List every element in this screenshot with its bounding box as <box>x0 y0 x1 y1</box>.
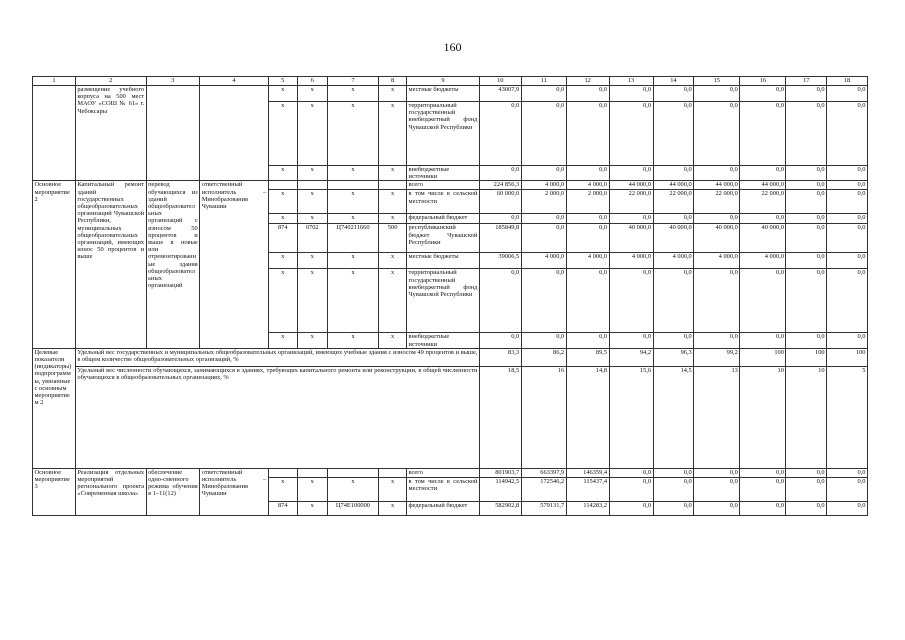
amount-cell: 0,0 <box>479 269 521 333</box>
code-cell: x <box>379 253 407 269</box>
amount-cell: 4 000,0 <box>740 253 786 269</box>
column-number: 5 <box>268 77 297 86</box>
indicator-value: 15,6 <box>609 366 653 468</box>
budget-table <box>32 76 868 516</box>
code-cell <box>379 468 407 477</box>
code-cell: 500 <box>379 224 407 253</box>
amount-cell: 0,0 <box>694 333 740 348</box>
amount-cell: 0,0 <box>827 269 868 333</box>
amount-cell: 22 000,0 <box>694 190 740 214</box>
amount-cell: 0,0 <box>786 269 827 333</box>
indicator-value: 100 <box>786 348 827 366</box>
column-number: 4 <box>200 77 269 86</box>
amount-cell: 0,0 <box>609 333 653 348</box>
code-cell: 874 <box>268 501 297 515</box>
code-cell: x <box>327 102 378 166</box>
indicator-value: 13 <box>694 366 740 468</box>
amount-cell: 4 000,0 <box>694 253 740 269</box>
indicator-text: Удельный вес государственных и муниципальных общеобразовательных организаций, имеющих учебные здания с износом 49 процентов и выше, в общем количестве общеобразовательных организаций, % <box>75 348 479 366</box>
amount-cell: 0,0 <box>609 269 653 333</box>
code-cell: 874 <box>268 224 297 253</box>
indicator-value: 99,2 <box>694 348 740 366</box>
code-cell: x <box>268 102 297 166</box>
event-label <box>33 86 76 181</box>
code-cell: x <box>327 86 378 102</box>
code-cell <box>327 181 378 190</box>
amount-cell: 0,0 <box>694 468 740 477</box>
indicator-row <box>33 366 868 468</box>
event-goal: перевод обучающихся из зданий общеобразовательных организаций с износом 50 процентов и выше в новые или отремонтированные здания общеобразовательных организаций <box>146 181 200 348</box>
amount-cell: 40 000,0 <box>609 224 653 253</box>
indicator-value: 5 <box>827 366 868 468</box>
amount-cell: 0,0 <box>653 166 694 181</box>
responsible-executor: ответственный исполнитель – Минобразования Чувашии <box>200 468 269 515</box>
amount-cell: 0,0 <box>479 102 521 166</box>
amount-cell: 582902,8 <box>479 501 521 515</box>
amount-cell: 0,0 <box>653 477 694 501</box>
amount-cell: 0,0 <box>786 468 827 477</box>
indicator-value: 18,5 <box>479 366 521 468</box>
amount-cell: 0,0 <box>827 253 868 269</box>
code-cell: x <box>297 501 327 515</box>
amount-cell: 0,0 <box>566 86 609 102</box>
column-number: 15 <box>694 77 740 86</box>
amount-cell: 0,0 <box>786 181 827 190</box>
amount-cell: 0,0 <box>566 214 609 224</box>
amount-cell: 2 000,0 <box>566 190 609 214</box>
code-cell: x <box>297 166 327 181</box>
code-cell: x <box>297 333 327 348</box>
column-number: 14 <box>653 77 694 86</box>
table-row <box>33 86 868 102</box>
code-cell: x <box>327 269 378 333</box>
code-cell: x <box>327 477 378 501</box>
indicator-row <box>33 348 868 366</box>
amount-cell: 224 856,3 <box>479 181 521 190</box>
amount-cell: 0,0 <box>609 86 653 102</box>
amount-cell: 185849,8 <box>479 224 521 253</box>
column-number: 6 <box>297 77 327 86</box>
code-cell: x <box>268 269 297 333</box>
amount-cell: 39006,5 <box>479 253 521 269</box>
amount-cell: 0,0 <box>740 86 786 102</box>
amount-cell: 0,0 <box>694 269 740 333</box>
amount-cell: 0,0 <box>827 477 868 501</box>
indicator-value: 96,3 <box>653 348 694 366</box>
indicator-value: 100 <box>827 348 868 366</box>
responsible-executor: ответственный исполнитель – Минобразования Чувашии <box>200 181 269 348</box>
column-number: 17 <box>786 77 827 86</box>
amount-cell: 0,0 <box>694 102 740 166</box>
code-cell: x <box>327 190 378 214</box>
page-number: 160 <box>443 40 462 54</box>
amount-cell: 0,0 <box>786 253 827 269</box>
code-cell: x <box>268 253 297 269</box>
amount-cell: 60 000,0 <box>479 190 521 214</box>
amount-cell: 44 000,0 <box>609 181 653 190</box>
event-name: Реализация отдельных мероприятий регионального проекта «Современная школа» <box>75 468 146 515</box>
amount-cell: 0,0 <box>609 477 653 501</box>
event-goal <box>146 86 200 181</box>
amount-cell: 0,0 <box>786 477 827 501</box>
amount-cell: 0,0 <box>521 269 566 333</box>
amount-cell: 0,0 <box>479 333 521 348</box>
amount-cell: 22 000,0 <box>609 190 653 214</box>
amount-cell: 0,0 <box>609 102 653 166</box>
indicator-value: 94,2 <box>609 348 653 366</box>
code-cell <box>268 181 297 190</box>
event-goal: обеспечение одно-сменного режима обучения в 1–11(12) <box>146 468 200 515</box>
column-number: 18 <box>827 77 868 86</box>
table-row <box>33 181 868 190</box>
amount-cell: 4 000,0 <box>653 253 694 269</box>
code-cell: x <box>297 102 327 166</box>
indicators-label: Целевые показатели (индикаторы) подпрограммы, увязанные с основным мероприятием 2 <box>33 348 76 468</box>
amount-cell: 4 000,0 <box>566 253 609 269</box>
code-cell: x <box>379 477 407 501</box>
amount-cell: 663397,9 <box>521 468 566 477</box>
funding-source: всего <box>407 468 480 477</box>
column-number: 13 <box>609 77 653 86</box>
amount-cell: 0,0 <box>827 190 868 214</box>
amount-cell: 0,0 <box>479 166 521 181</box>
amount-cell: 0,0 <box>609 501 653 515</box>
code-cell: x <box>297 214 327 224</box>
event-label: Основное мероприятие 2 <box>33 181 76 348</box>
code-cell: x <box>379 333 407 348</box>
event-name: размещение учебного корпуса на 500 мест МАОУ «СОШ № 61» г. Чебоксары <box>75 86 146 181</box>
code-cell: x <box>297 269 327 333</box>
code-cell: x <box>379 166 407 181</box>
code-cell: x <box>297 190 327 214</box>
event-name: Капитальный ремонт зданий государственных общеобразовательных организаций Чувашской Республики, муниципальных общеобразовательных организаций, имеющих износ 50 процентов и выше <box>75 181 146 348</box>
amount-cell: 0,0 <box>566 269 609 333</box>
amount-cell: 0,0 <box>521 166 566 181</box>
amount-cell: 0,0 <box>653 269 694 333</box>
amount-cell: 172546,2 <box>521 477 566 501</box>
funding-source: внебюджетные источники <box>407 166 480 181</box>
code-cell: x <box>297 477 327 501</box>
amount-cell: 0,0 <box>653 501 694 515</box>
amount-cell: 0,0 <box>827 214 868 224</box>
amount-cell: 0,0 <box>694 214 740 224</box>
amount-cell: 43007,9 <box>479 86 521 102</box>
amount-cell: 0,0 <box>827 86 868 102</box>
amount-cell: 4 000,0 <box>521 253 566 269</box>
amount-cell: 0,0 <box>653 333 694 348</box>
amount-cell: 0,0 <box>827 166 868 181</box>
funding-source: внебюджетные источники <box>407 333 480 348</box>
amount-cell: 0,0 <box>786 190 827 214</box>
indicator-value: 83,3 <box>479 348 521 366</box>
amount-cell: 0,0 <box>827 102 868 166</box>
indicator-value: 16 <box>521 366 566 468</box>
code-cell: 0702 <box>297 224 327 253</box>
code-cell: x <box>379 102 407 166</box>
column-number: 1 <box>33 77 76 86</box>
amount-cell: 0,0 <box>786 166 827 181</box>
amount-cell: 801903,7 <box>479 468 521 477</box>
amount-cell: 0,0 <box>566 224 609 253</box>
amount-cell: 0,0 <box>566 166 609 181</box>
column-number: 11 <box>521 77 566 86</box>
column-number: 9 <box>407 77 480 86</box>
code-cell: x <box>379 269 407 333</box>
amount-cell: 4 000,0 <box>566 181 609 190</box>
amount-cell: 0,0 <box>786 224 827 253</box>
amount-cell: 0,0 <box>566 102 609 166</box>
responsible-executor <box>200 86 269 181</box>
indicator-text: Удельный вес численности обучающихся, занимающихся в зданиях, требующих капитального ремонта или реконструкции, в общей численности обучающихся в общеобразовательных организациях, % <box>75 366 479 468</box>
amount-cell: 44 000,0 <box>653 181 694 190</box>
amount-cell: 0,0 <box>740 333 786 348</box>
amount-cell: 40 000,0 <box>653 224 694 253</box>
amount-cell: 44 000,0 <box>694 181 740 190</box>
code-cell: x <box>327 166 378 181</box>
code-cell <box>268 468 297 477</box>
column-number: 10 <box>479 77 521 86</box>
amount-cell: 579131,7 <box>521 501 566 515</box>
amount-cell: 0,0 <box>827 333 868 348</box>
code-cell <box>379 181 407 190</box>
code-cell: x <box>379 501 407 515</box>
funding-source: территориальный государственный внебюджетный фонд Чувашской Республики <box>407 102 480 166</box>
amount-cell: 0,0 <box>740 501 786 515</box>
indicator-value: 10 <box>740 366 786 468</box>
code-cell: x <box>268 190 297 214</box>
code-cell: x <box>297 253 327 269</box>
amount-cell: 22 000,0 <box>653 190 694 214</box>
code-cell <box>297 468 327 477</box>
code-cell: x <box>268 86 297 102</box>
column-number: 12 <box>566 77 609 86</box>
amount-cell: 0,0 <box>740 214 786 224</box>
amount-cell: 0,0 <box>740 468 786 477</box>
amount-cell: 22 000,0 <box>740 190 786 214</box>
code-cell: x <box>379 190 407 214</box>
amount-cell: 0,0 <box>827 181 868 190</box>
funding-source: в том числе в сельской местности <box>407 190 480 214</box>
amount-cell: 0,0 <box>521 214 566 224</box>
amount-cell: 0,0 <box>786 501 827 515</box>
amount-cell: 0,0 <box>694 166 740 181</box>
event-label: Основное мероприятие 3 <box>33 468 76 515</box>
amount-cell: 0,0 <box>786 214 827 224</box>
column-number: 7 <box>327 77 378 86</box>
amount-cell: 0,0 <box>740 269 786 333</box>
amount-cell: 0,0 <box>653 86 694 102</box>
amount-cell: 0,0 <box>521 333 566 348</box>
funding-source: местные бюджеты <box>407 86 480 102</box>
amount-cell: 0,0 <box>827 501 868 515</box>
code-cell: Ц740211660 <box>327 224 378 253</box>
amount-cell: 0,0 <box>786 86 827 102</box>
amount-cell: 44 000,0 <box>740 181 786 190</box>
amount-cell: 0,0 <box>740 102 786 166</box>
amount-cell: 0,0 <box>786 102 827 166</box>
code-cell: x <box>268 333 297 348</box>
code-cell <box>327 468 378 477</box>
funding-source: всего <box>407 181 480 190</box>
amount-cell: 0,0 <box>694 477 740 501</box>
indicator-value: 100 <box>740 348 786 366</box>
column-number: 3 <box>146 77 200 86</box>
amount-cell: 114942,5 <box>479 477 521 501</box>
amount-cell: 0,0 <box>827 468 868 477</box>
code-cell: x <box>268 477 297 501</box>
funding-source: федеральный бюджет <box>407 214 480 224</box>
amount-cell: 0,0 <box>521 86 566 102</box>
indicator-value: 86,2 <box>521 348 566 366</box>
code-cell <box>297 181 327 190</box>
indicator-value: 89,5 <box>566 348 609 366</box>
amount-cell: 114283,2 <box>566 501 609 515</box>
code-cell: x <box>379 214 407 224</box>
amount-cell: 2 000,0 <box>521 190 566 214</box>
amount-cell: 0,0 <box>694 501 740 515</box>
funding-source: республиканский бюджет Чувашской Республики <box>407 224 480 253</box>
amount-cell: 40 000,0 <box>694 224 740 253</box>
code-cell: x <box>268 166 297 181</box>
code-cell: x <box>379 86 407 102</box>
column-number: 8 <box>379 77 407 86</box>
amount-cell: 0,0 <box>653 214 694 224</box>
amount-cell: 0,0 <box>653 102 694 166</box>
funding-source: в том числе в сельской местности <box>407 477 480 501</box>
amount-cell: 146359,4 <box>566 468 609 477</box>
amount-cell: 0,0 <box>653 468 694 477</box>
amount-cell: 0,0 <box>786 333 827 348</box>
amount-cell: 4 000,0 <box>609 253 653 269</box>
funding-source: федеральный бюджет <box>407 501 480 515</box>
amount-cell: 0,0 <box>609 166 653 181</box>
code-cell: x <box>268 214 297 224</box>
code-cell: x <box>327 253 378 269</box>
table-row <box>33 468 868 477</box>
amount-cell: 115437,4 <box>566 477 609 501</box>
amount-cell: 0,0 <box>694 86 740 102</box>
header-row <box>33 77 868 86</box>
amount-cell: 0,0 <box>479 214 521 224</box>
amount-cell: 0,0 <box>566 333 609 348</box>
amount-cell: 0,0 <box>609 214 653 224</box>
amount-cell: 0,0 <box>521 224 566 253</box>
indicator-value: 10 <box>786 366 827 468</box>
amount-cell: 0,0 <box>827 224 868 253</box>
code-cell: x <box>297 86 327 102</box>
amount-cell: 40 000,0 <box>740 224 786 253</box>
column-number: 2 <box>75 77 146 86</box>
amount-cell: 4 000,0 <box>521 181 566 190</box>
amount-cell: 0,0 <box>521 102 566 166</box>
funding-source: местные бюджеты <box>407 253 480 269</box>
amount-cell: 0,0 <box>740 166 786 181</box>
amount-cell: 0,0 <box>740 477 786 501</box>
indicator-value: 14,5 <box>653 366 694 468</box>
funding-source: территориальный государственный внебюджетный фонд Чувашской Республики <box>407 269 480 333</box>
code-cell: x <box>327 214 378 224</box>
code-cell: Ц74E100000 <box>327 501 378 515</box>
code-cell: x <box>327 333 378 348</box>
column-number: 16 <box>740 77 786 86</box>
amount-cell: 0,0 <box>609 468 653 477</box>
indicator-value: 14,8 <box>566 366 609 468</box>
